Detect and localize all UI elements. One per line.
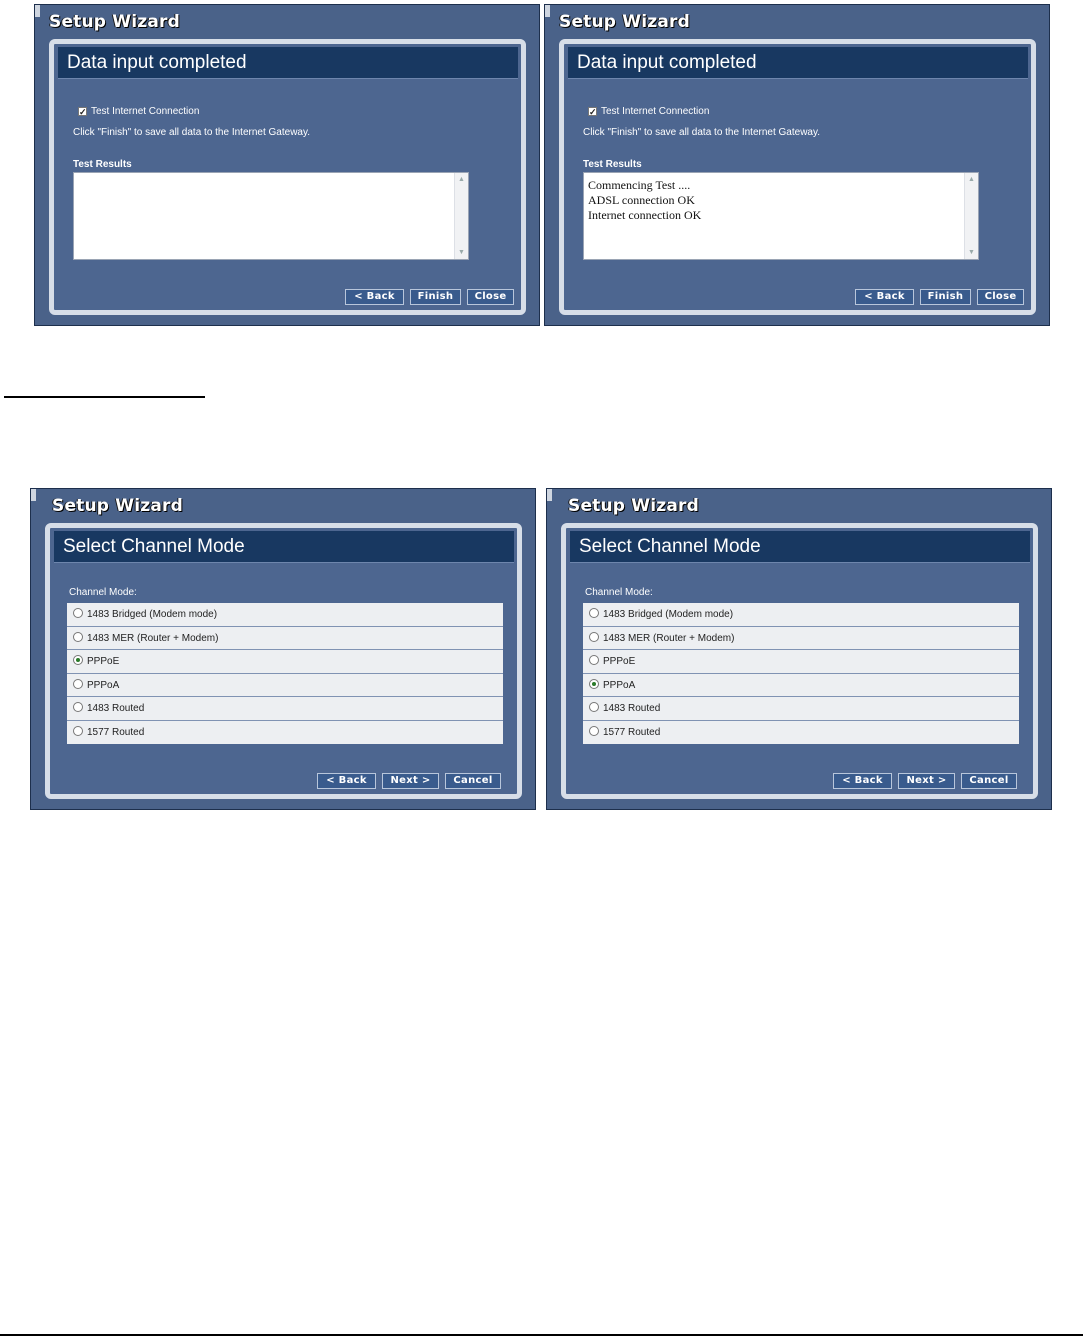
radio-button[interactable] (589, 608, 599, 618)
finish-button[interactable]: Finish (410, 289, 461, 305)
option-label: 1577 Routed (603, 726, 661, 738)
window-corner (31, 489, 36, 501)
option-label: PPPoA (87, 679, 120, 691)
channel-option[interactable] (67, 603, 503, 627)
back-button[interactable]: < Back (317, 773, 376, 789)
channel-mode-label: Channel Mode: (585, 587, 653, 598)
results-scrollbar[interactable] (454, 173, 468, 259)
close-button[interactable]: Close (977, 289, 1024, 305)
finish-button[interactable]: Finish (920, 289, 971, 305)
radio-button[interactable] (589, 726, 599, 736)
test-results-label: Test Results (583, 159, 642, 170)
option-label: 1483 Routed (603, 703, 661, 714)
channel-option[interactable] (583, 627, 1019, 651)
cancel-button[interactable]: Cancel (445, 773, 501, 789)
instruction-text: Click "Finish" to save all data to the Internet Gateway. (73, 127, 311, 138)
radio-button[interactable] (73, 608, 83, 618)
instruction-text: Click "Finish" to save all data to the Internet Gateway. (583, 127, 821, 138)
wizard-frame (561, 523, 1038, 799)
channel-option[interactable] (583, 674, 1019, 698)
wizard-content (568, 47, 1028, 306)
window-title: Setup Wizard (49, 12, 180, 32)
window-corner (547, 489, 552, 501)
page-footer-rule (0, 1334, 1083, 1336)
channel-option[interactable] (67, 674, 503, 698)
option-label: PPPoE (603, 656, 636, 667)
wizard-content (58, 47, 518, 306)
page-header (568, 47, 1028, 79)
setup-wizard-window-1 (34, 4, 540, 326)
scroll-up-icon[interactable]: ▲ (968, 175, 975, 183)
setup-wizard-window-4 (546, 488, 1052, 810)
radio-button[interactable] (73, 726, 83, 736)
channel-mode-options (583, 603, 1019, 744)
option-label: PPPoE (87, 656, 120, 667)
window-title: Setup Wizard (559, 12, 690, 32)
results-scrollbar[interactable] (964, 173, 978, 259)
wizard-frame (49, 39, 526, 315)
option-label: 1483 Bridged (Modem mode) (603, 609, 734, 620)
result-line: ADSL connection OK (588, 193, 695, 207)
channel-option[interactable] (67, 721, 503, 745)
option-label: 1483 MER (Router + Modem) (603, 632, 735, 644)
channel-option[interactable] (583, 721, 1019, 745)
result-line: Internet connection OK (588, 208, 702, 222)
wizard-content (54, 531, 514, 790)
test-connection-checkbox[interactable]: ✓ (589, 107, 597, 117)
radio-button[interactable] (589, 632, 599, 642)
page-header (570, 531, 1030, 563)
test-connection-checkbox[interactable]: ✓ (79, 107, 87, 117)
setup-wizard-window-3 (30, 488, 536, 810)
next-button[interactable]: Next > (382, 773, 439, 789)
test-results-label: Test Results (73, 159, 132, 170)
cancel-button[interactable]: Cancel (961, 773, 1017, 789)
option-label: PPPoA (603, 679, 636, 691)
window-corner (35, 5, 40, 17)
channel-mode-label: Channel Mode: (69, 587, 137, 598)
scroll-down-icon[interactable]: ▼ (458, 248, 465, 256)
wizard-content (570, 531, 1030, 790)
scroll-down-icon[interactable]: ▼ (968, 248, 975, 256)
channel-option[interactable] (67, 697, 503, 721)
next-button[interactable]: Next > (898, 773, 955, 789)
radio-button[interactable] (73, 702, 83, 712)
option-label: 1483 Routed (87, 703, 145, 714)
result-line: Commencing Test .... (588, 178, 691, 192)
radio-button[interactable] (73, 632, 83, 642)
test-connection-label: Test Internet Connection (601, 106, 710, 117)
option-label: 1577 Routed (87, 726, 145, 738)
window-title: Setup Wizard (568, 496, 699, 516)
option-label: 1483 Bridged (Modem mode) (87, 609, 218, 620)
radio-button-selected[interactable] (589, 679, 599, 689)
radio-button-selected[interactable] (73, 655, 83, 665)
scroll-up-icon[interactable]: ▲ (458, 175, 465, 183)
option-label: 1483 MER (Router + Modem) (87, 632, 219, 644)
page-title: Select Channel Mode (579, 536, 761, 557)
window-title: Setup Wizard (52, 496, 183, 516)
page-title: Data input completed (577, 52, 757, 73)
back-button[interactable]: < Back (345, 289, 404, 305)
channel-option[interactable] (583, 603, 1019, 627)
close-button[interactable]: Close (467, 289, 514, 305)
channel-option[interactable] (67, 650, 503, 674)
channel-option[interactable] (67, 627, 503, 651)
channel-option[interactable] (583, 650, 1019, 674)
wizard-frame (45, 523, 522, 799)
setup-wizard-window-2 (544, 4, 1050, 326)
radio-button[interactable] (73, 679, 83, 689)
channel-option[interactable] (583, 697, 1019, 721)
page-title: Select Channel Mode (63, 536, 245, 557)
back-button[interactable]: < Back (855, 289, 914, 305)
channel-mode-options (67, 603, 503, 744)
back-button[interactable]: < Back (833, 773, 892, 789)
window-corner (545, 5, 550, 17)
page-title: Data input completed (67, 52, 247, 73)
test-results-box[interactable] (73, 172, 469, 260)
radio-button[interactable] (589, 655, 599, 665)
radio-button[interactable] (589, 702, 599, 712)
test-results-box[interactable] (583, 172, 979, 260)
wizard-frame (559, 39, 1036, 315)
test-connection-label: Test Internet Connection (91, 106, 200, 117)
page-header (58, 47, 518, 79)
section-underline (4, 396, 205, 398)
page-header (54, 531, 514, 563)
